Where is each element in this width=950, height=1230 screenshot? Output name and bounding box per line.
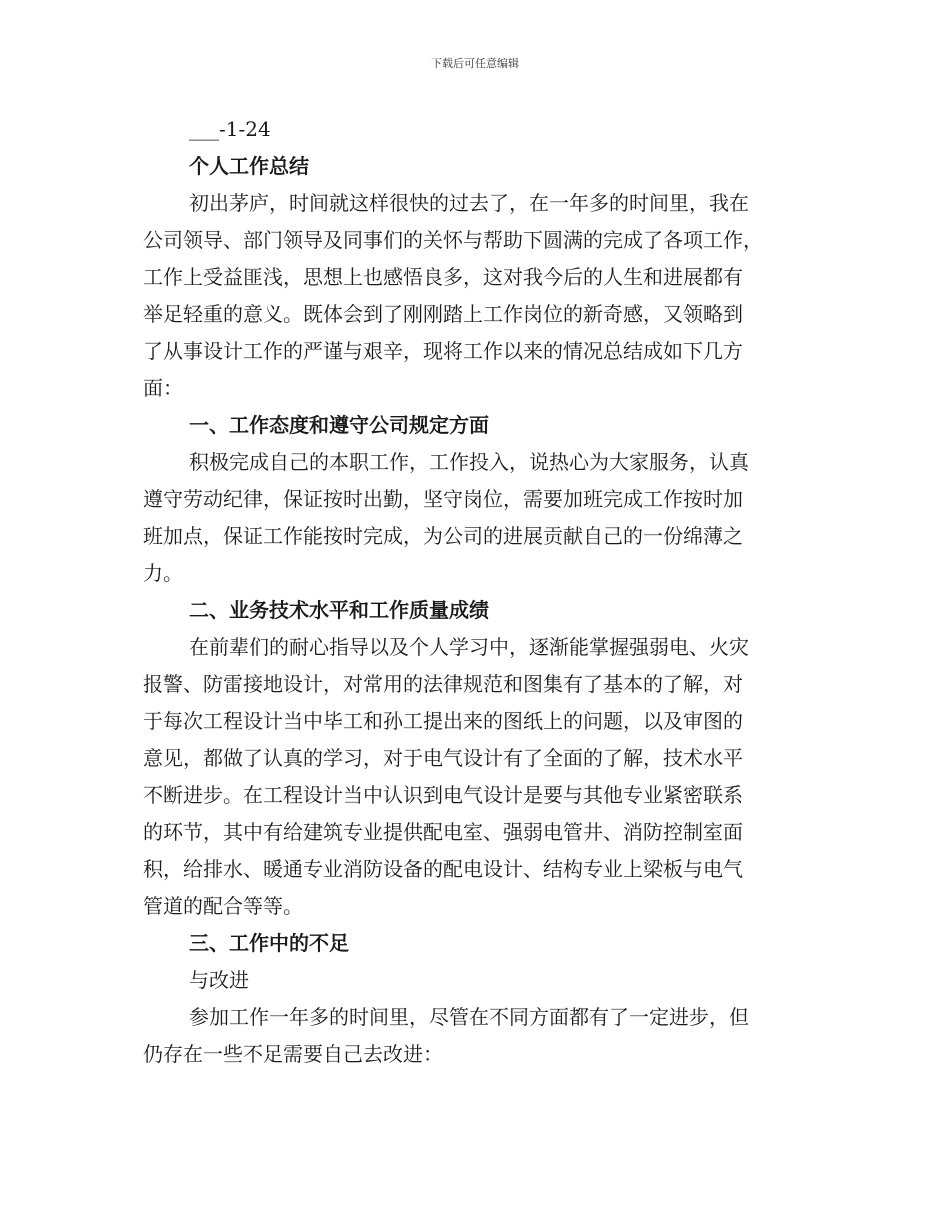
- paragraph-line: 于每次工程设计当中毕工和孙工提出来的图纸上的问题，以及审图的: [143, 709, 743, 733]
- paragraph-line: 报警、防雷接地设计，对常用的法律规范和图集有了基本的了解，对: [143, 672, 743, 696]
- paragraph-line: 的环节，其中有给建筑专业提供配电室、强弱电管井、消防控制室面: [143, 820, 743, 844]
- date-line: ___-1-24: [189, 117, 271, 141]
- paragraph-line: 了从事设计工作的严谨与艰辛，现将工作以来的情况总结成如下几方: [143, 339, 743, 363]
- document-title: 个人工作总结: [189, 154, 309, 178]
- paragraph-line: 积，给排水、暖通专业消防设备的配电设计、结构专业上梁板与电气: [143, 857, 743, 881]
- section-heading: 二、业务技术水平和工作质量成绩: [189, 598, 489, 622]
- paragraph-line: 初出茅庐，时间就这样很快的过去了，在一年多的时间里，我在: [189, 191, 749, 215]
- paragraph-line: 意见，都做了认真的学习，对于电气设计有了全面的了解，技术水平: [143, 746, 743, 770]
- paragraph-line: 不断进步。在工程设计当中认识到电气设计是要与其他专业紧密联系: [143, 783, 743, 807]
- paragraph-line: 管道的配合等等。: [143, 894, 303, 918]
- paragraph-line: 工作上受益匪浅，思想上也感悟良多，这对我今后的人生和进展都有: [143, 265, 743, 289]
- page-header: 下载后可任意编辑: [431, 57, 519, 70]
- paragraph-line: 举足轻重的意义。既体会到了刚刚踏上工作岗位的新奇感，又领略到: [143, 302, 743, 326]
- paragraph-line: 仍存在一些不足需要自己去改进：: [143, 1042, 443, 1066]
- paragraph-line: 遵守劳动纪律，保证按时出勤，坚守岗位，需要加班完成工作按时加: [143, 487, 743, 511]
- section-subheading: 与改进: [189, 968, 249, 992]
- paragraph-line: 班加点，保证工作能按时完成，为公司的进展贡献自己的一份绵薄之: [143, 524, 743, 548]
- paragraph-line: 积极完成自己的本职工作，工作投入，说热心为大家服务，认真: [189, 450, 749, 474]
- section-heading: 一、工作态度和遵守公司规定方面: [189, 413, 489, 437]
- paragraph-line: 面：: [143, 376, 183, 400]
- section-heading: 三、工作中的不足: [189, 931, 349, 955]
- paragraph-line: 参加工作一年多的时间里，尽管在不同方面都有了一定进步，但: [189, 1005, 749, 1029]
- paragraph-line: 力。: [143, 561, 183, 585]
- document-body: [143, 111, 811, 1073]
- paragraph-line: 公司领导、部门领导及同事们的关怀与帮助下圆满的完成了各项工作，: [143, 228, 763, 252]
- paragraph-line: 在前辈们的耐心指导以及个人学习中，逐渐能掌握强弱电、火灾: [189, 635, 749, 659]
